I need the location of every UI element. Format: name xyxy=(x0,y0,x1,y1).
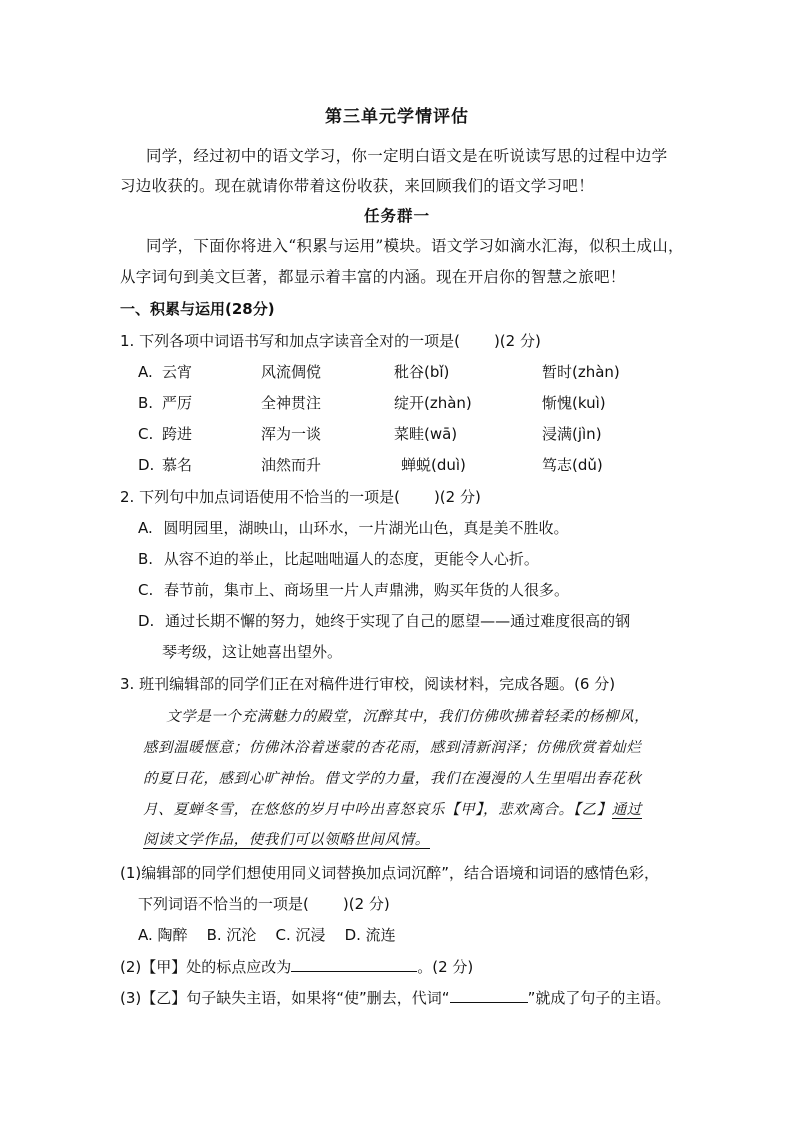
question-1-stem-text: 1. 下列各项中词语书写和加点字读音全对的一项是( xyxy=(120,332,460,350)
question-2-points: )(2 分) xyxy=(433,488,481,506)
passage-line: 感到温暖惬意；仿佛沐浴着迷蒙的杏花雨，感到清新润泽；仿佛欣赏着灿烂 xyxy=(143,740,642,756)
passage-line-text: 月、夏蝉冬雪，在悠悠的岁月中吟出喜怒哀乐【甲】，悲欢离合。【乙】 xyxy=(143,802,612,818)
passage-line xyxy=(143,829,430,851)
q1-option-word: 笃志(dǔ) xyxy=(542,456,603,474)
passage-line: 文学是一个充满魅力的殿堂，沉醉其中，我们仿佛吹拂着轻柔的杨柳风， xyxy=(166,709,650,725)
q2-option xyxy=(138,579,569,601)
q1-option-word: 绽开(zhàn) xyxy=(394,394,472,412)
sub-question-1-points: )(2 分) xyxy=(342,895,390,913)
task-intro-line-2: 从字词句到美文巨著，都显示着丰富的内涵。现在开启你的智慧之旅吧！ xyxy=(120,268,626,286)
q1-option-label: D. xyxy=(138,456,155,474)
question-3-stem: 3. 班刊编辑部的同学们正在对稿件进行审校，阅读材料，完成各题。(6 分) xyxy=(120,675,616,693)
q1-option-label: B. xyxy=(138,394,154,412)
sub-question-3-text-end: ”就成了句子的主语。 xyxy=(527,989,671,1007)
q2-option xyxy=(138,548,539,570)
q2-option-text: 春节前，集市上、商场里一片人声鼎沸，购买年货的人很多。 xyxy=(164,581,570,599)
q1-option-word: 云宵 xyxy=(162,363,193,381)
question-1-stem xyxy=(120,330,541,352)
sub-question-2 xyxy=(120,955,473,978)
q2-option-label: C. xyxy=(138,581,154,599)
task-intro-line-1: 同学，下面你将进入“积累与运用”模块。语文学习如滴水汇海，似积土成山， xyxy=(146,237,684,255)
q1-option-word: 暂时(zhàn) xyxy=(542,363,620,381)
q1-option-word: 浸满(jìn) xyxy=(542,425,602,443)
q1-option-word: 慕名 xyxy=(162,456,193,474)
q2-option-text-continued: 琴考级，这让她喜出望外。 xyxy=(162,643,343,661)
q1-option-word: 浑为一谈 xyxy=(261,425,322,443)
section-heading: 一、积累与运用(28分) xyxy=(120,300,275,318)
sub-question-1-text: 下列词语不恰当的一项是( xyxy=(138,895,309,913)
q2-option-label: D. xyxy=(138,612,155,630)
question-1-points: )(2 分) xyxy=(493,332,541,350)
q1-option-label: A. xyxy=(138,363,153,381)
sub-question-2-text: (2)【甲】处的标点应改为 xyxy=(120,958,292,976)
sub-question-1: (1)编辑部的同学们想使用同义词替换加点词沉醉”，结合语境和词语的感情色彩， xyxy=(120,864,660,882)
sub-question-3 xyxy=(120,986,670,1009)
q2-option-text: 从容不迫的举止，比起咄咄逼人的态度，更能令人心折。 xyxy=(163,550,539,568)
intro-line-2: 习边收获的。现在就请你带着这份收获，来回顾我们的语文学习吧！ xyxy=(120,177,595,195)
question-2-stem xyxy=(120,486,481,508)
sub-question-1-continued xyxy=(138,893,390,915)
passage-line xyxy=(143,799,642,821)
q1-option-word: 严厉 xyxy=(162,394,193,412)
q1-option-word: 惭愧(kuì) xyxy=(542,394,606,412)
question-2-stem-text: 2. 下列句中加点词语使用不恰当的一项是( xyxy=(120,488,400,506)
sub-question-2-points: 。(2 分) xyxy=(417,958,474,976)
q1-option-label: C. xyxy=(138,425,154,443)
q2-option-label: B. xyxy=(138,550,154,568)
sub-question-3-text: (3)【乙】句子缺失主语，如果将“使”删去，代词“ xyxy=(120,989,450,1007)
q1-option-word: 风流倜傥 xyxy=(261,363,322,381)
q2-option-label: A. xyxy=(138,519,153,537)
underlined-sentence: 阅读文学作品，使我们可以领略世间风情。 xyxy=(143,832,430,848)
q2-option xyxy=(138,610,630,632)
q1-option-word: 油然而升 xyxy=(261,456,322,474)
q2-option xyxy=(138,517,569,539)
q1-option-word: 蝉蜕(duì) xyxy=(401,456,466,474)
underlined-sentence-start: 通过 xyxy=(611,802,642,818)
intro-line-1: 同学，经过初中的语文学习，你一定明白语文是在听说读写思的过程中边学 xyxy=(146,147,668,165)
q1-option-word: 菜畦(wā) xyxy=(394,425,458,443)
q1-option-word: 全神贯注 xyxy=(261,394,322,412)
fill-in-blank[interactable] xyxy=(291,955,417,972)
q1-option-word: 跨进 xyxy=(162,425,193,443)
q2-option-text: 圆明园里，湖映山，山环水，一片湖光山色，真是美不胜收。 xyxy=(163,519,569,537)
page-title: 第三单元学情评估 xyxy=(325,107,469,127)
fill-in-blank[interactable] xyxy=(450,986,528,1003)
q2-option-text: 通过长期不懈的努力，她终于实现了自己的愿望——通过难度很高的钢 xyxy=(165,612,631,630)
sub-question-1-options: A. 陶醉 B. 沉沦 C. 沉浸 D. 流连 xyxy=(138,926,396,944)
passage-line: 的夏日花，感到心旷神怡。借文学的力量，我们在漫漫的人生里唱出春花秋 xyxy=(143,771,642,787)
q1-option-word: 秕谷(bǐ) xyxy=(394,363,450,381)
task-group-heading: 任务群一 xyxy=(363,206,430,225)
